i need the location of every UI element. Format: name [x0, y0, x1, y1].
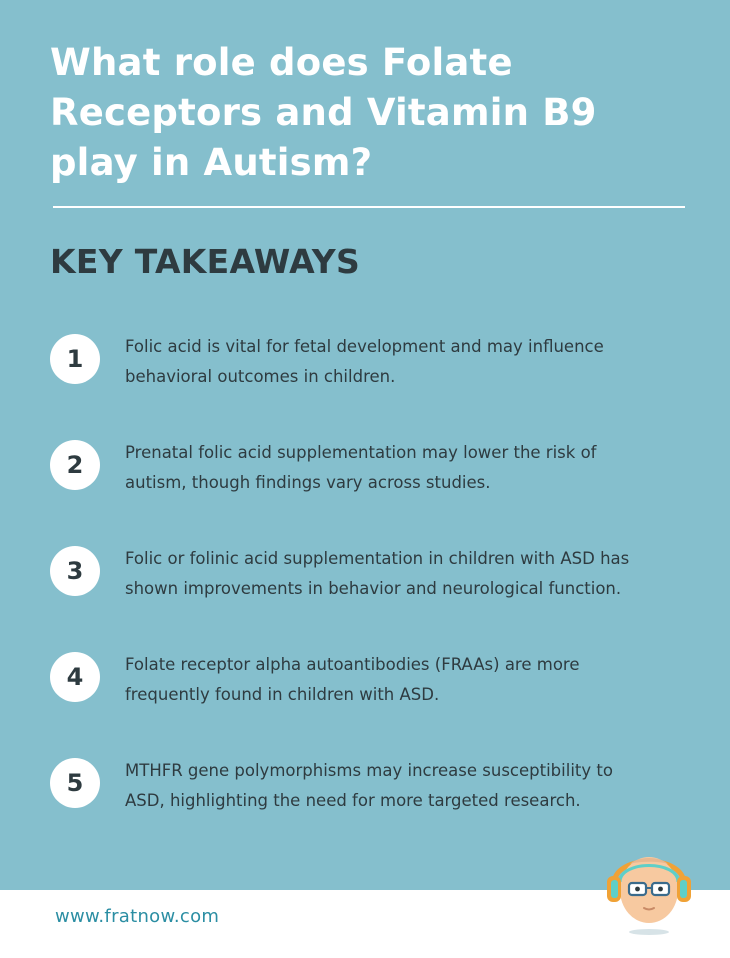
- takeaway-line: MTHFR gene polymorphisms may increase susceptibility to: [125, 761, 613, 780]
- takeaway-line: Prenatal folic acid supplementation may lower the risk of: [125, 443, 597, 462]
- title-line-2: Receptors and Vitamin B9: [50, 91, 597, 134]
- takeaway-item-4: [50, 650, 690, 710]
- title-line-1: What role does Folate: [50, 41, 513, 84]
- takeaway-line: autism, though findings vary across studies.: [125, 473, 491, 492]
- takeaway-line: ASD, highlighting the need for more targeted research.: [125, 791, 581, 810]
- takeaway-text: [125, 756, 695, 816]
- number-badge: 4: [50, 652, 100, 702]
- page-title: [50, 38, 690, 188]
- takeaway-text: [125, 332, 695, 392]
- takeaway-line: Folate receptor alpha autoantibodies (FRAAs) are more: [125, 655, 580, 674]
- website-link[interactable]: www.fratnow.com: [55, 906, 220, 927]
- takeaway-line: Folic or folinic acid supplementation in children with ASD has: [125, 549, 630, 568]
- number-badge: 2: [50, 440, 100, 490]
- title-line-3: play in Autism?: [50, 141, 373, 184]
- section-heading: KEY TAKEAWAYS: [50, 242, 361, 281]
- takeaway-line: behavioral outcomes in children.: [125, 367, 396, 386]
- takeaway-text: [125, 544, 695, 604]
- takeaway-item-2: [50, 438, 690, 498]
- takeaway-text: [125, 438, 695, 498]
- takeaway-item-1: [50, 332, 690, 392]
- takeaway-item-5: [50, 756, 690, 816]
- takeaway-item-3: [50, 544, 690, 604]
- takeaway-line: frequently found in children with ASD.: [125, 685, 440, 704]
- number-badge: 5: [50, 758, 100, 808]
- takeaway-line: shown improvements in behavior and neurological function.: [125, 579, 622, 598]
- number-badge: 3: [50, 546, 100, 596]
- number-badge: 1: [50, 334, 100, 384]
- title-divider: [53, 206, 685, 208]
- mascot-with-headphones-icon: [604, 846, 694, 936]
- takeaway-line: Folic acid is vital for fetal development and may influence: [125, 337, 604, 356]
- takeaway-text: [125, 650, 695, 710]
